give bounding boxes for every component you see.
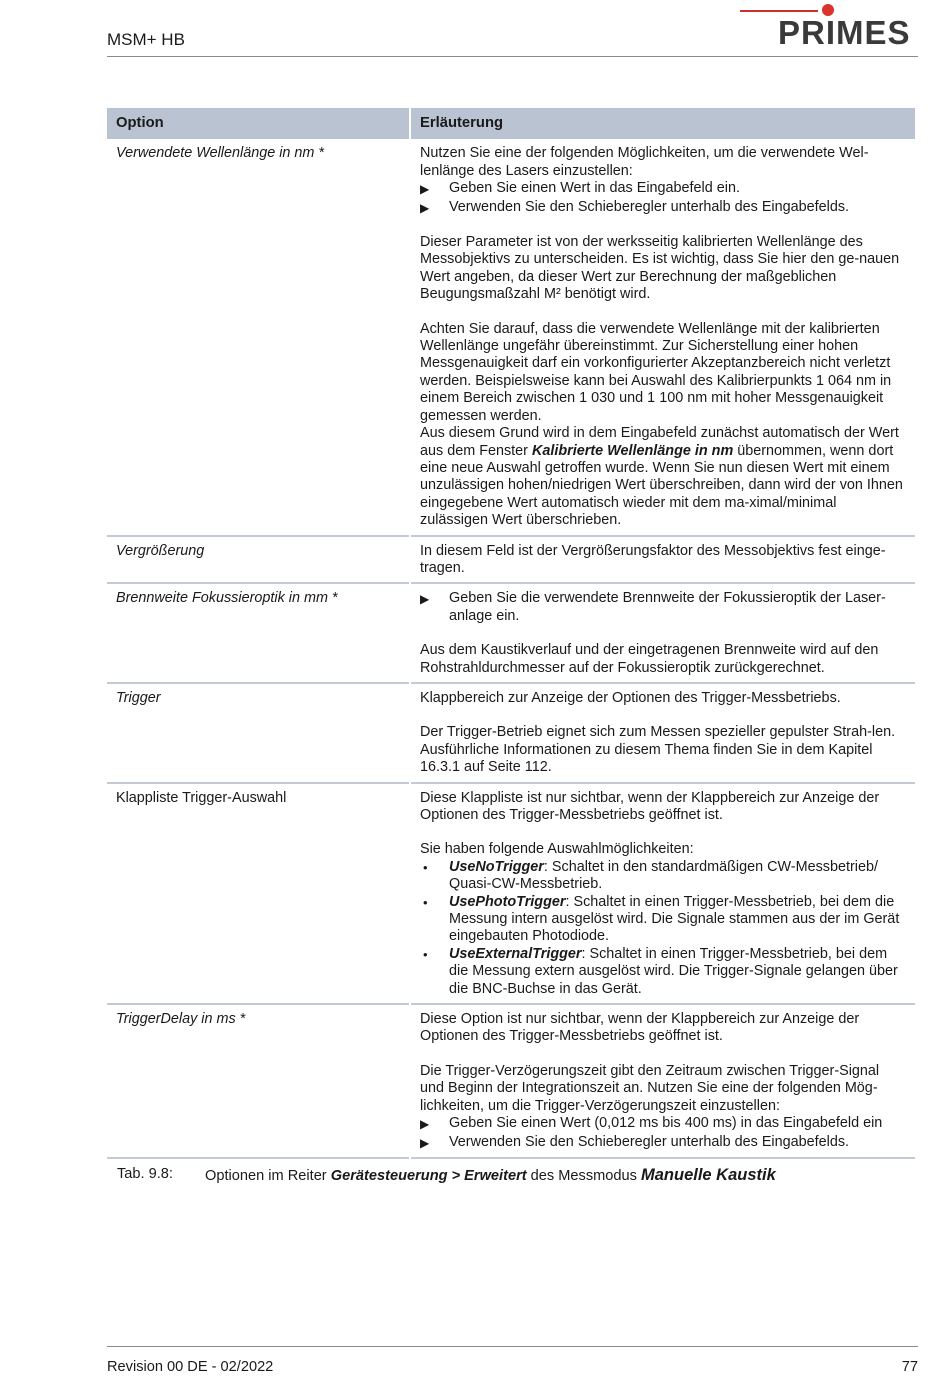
list-item-text: : Schaltet in einen Trigger-Messbetrieb, bei dem die Messung extern ausgelöst wird. Die Trigger-Signale gelangen über die BNC-Buchse in das Gerät.: [449, 945, 898, 997]
list-item-text: : Schaltet in einen Trigger-Messbetrieb, bei dem die Messung intern ausgelöst wird. Die Signale stammen aus der im Gerät eingebauten Photodiode.: [449, 893, 900, 945]
paragraph: Der Trigger-Betrieb eignet sich zum Messen spezieller gepulster Strah-len. Ausführliche Informationen zu diesem Thema finden Sie in dem Kapitel 16.3.1 auf Seite 112.: [420, 724, 896, 776]
paragraph: Klappbereich zur Anzeige der Optionen des Trigger-Messbetriebs.: [420, 689, 841, 706]
step-item: [420, 1115, 906, 1133]
caption-label: Tab. 9.8:: [117, 1166, 173, 1182]
paragraph: Sie haben folgende Auswahlmöglichkeiten:: [420, 841, 694, 858]
arrow-icon: ▶: [420, 1117, 430, 1132]
primes-logo: [740, 2, 918, 52]
step-text: Geben Sie die verwendete Brennweite der Fokussieroptik der Laser-anlage ein.: [449, 590, 886, 624]
paragraph: Aus dem Kaustikverlauf und der eingetragenen Brennweite wird auf den Rohstrahldurchmesser auf der Fokussieroptik zurückgerechnet.: [420, 642, 879, 676]
table-row-trigger-delay: [107, 1007, 915, 1159]
option-name: TriggerDelay in ms *: [107, 1007, 409, 1159]
list-item-text: : Schaltet in den standardmäßigen CW-Messbetrieb/ Quasi-CW-Messbetrieb.: [449, 858, 878, 893]
step-text: Verwenden Sie den Schieberegler unterhalb des Eingabefelds.: [449, 1133, 850, 1150]
paragraph: Die Trigger-Verzögerungszeit gibt den Zeitraum zwischen Trigger-Signal und Beginn der Integrationszeit an. Nutzen Sie eine der folgenden Mög-lichkeiten, um die Trigger-Verzögerungszeit einzustellen:: [420, 1062, 880, 1114]
bullet-icon: •: [423, 894, 428, 910]
list-item: [420, 894, 906, 946]
table-header-row: [107, 108, 915, 139]
option-name: Klappliste Trigger-Auswahl: [107, 786, 409, 1005]
caption-mode-name: Manuelle Kaustik: [640, 1166, 776, 1184]
step-item: [420, 1134, 906, 1152]
header-divider: [107, 56, 918, 57]
table-row-wavelength: [107, 141, 915, 536]
option-explanation: [411, 141, 915, 536]
text-run: Aus diesem Grund wird in dem Eingabefeld zunächst automatisch der Wert aus dem Fenster: [420, 425, 899, 459]
option-name: Trigger: [107, 686, 409, 784]
option-name: Verwendete Wellenlänge in nm *: [107, 141, 409, 536]
step-text: Geben Sie einen Wert (0,012 ms bis 400 ms) in das Eingabefeld ein: [449, 1115, 883, 1132]
document-title: MSM+ HB: [107, 30, 185, 49]
revision-label: Revision 00 DE - 02/2022: [107, 1359, 274, 1375]
trigger-mode-name: UseNoTrigger: [449, 858, 544, 875]
paragraph: In diesem Feld ist der Vergrößerungsfaktor des Messobjektivs fest einge-tragen.: [420, 542, 886, 576]
arrow-icon: ▶: [420, 182, 430, 197]
arrow-icon: ▶: [420, 592, 430, 607]
option-name: Vergrößerung: [107, 539, 409, 585]
option-explanation: [411, 1007, 915, 1159]
step-text: Geben Sie einen Wert in das Eingabefeld ein.: [449, 180, 740, 197]
window-reference: Kalibrierte Wellenlänge in nm: [531, 442, 734, 459]
text-run: übernommen, wenn dort eine neue Auswahl getroffen wurde. Wenn Sie nun diesen Wert mit einem unzulässigen hohen/niedrigen Wert überschreiben, dann wird der von Ihnen eingegebene Wert automatisch wieder mit dem ma-ximal/minimal zulässigen Wert überschrieben.: [420, 442, 903, 529]
paragraph: [420, 425, 906, 529]
footer-divider: [107, 1346, 918, 1347]
table-row-focal-length: [107, 586, 915, 684]
paragraph: Diese Klappliste ist nur sichtbar, wenn der Klappbereich zur Anzeige der Optionen des Trigger-Messbetriebs geöffnet ist.: [420, 789, 880, 823]
paragraph: Achten Sie darauf, dass die verwendete Wellenlänge mit der kalibrierten Wellenlänge ungefähr übereinstimmt. Zur Sicherstellung einer hohen Messgenauigkeit darf ein vorkonfigurierter Akzeptanzbereich nicht verletzt werden. Beispielsweise kann bei Auswahl des Kalibrierpunkts 1 064 nm in einem Bereich zwischen 1 030 und 1 100 nm mit hoher Messgenauigkeit gemessen werden.: [420, 320, 892, 424]
option-explanation: [411, 786, 915, 1005]
step-item: [420, 590, 906, 625]
table-row-trigger: [107, 686, 915, 784]
column-header-explanation: Erläuterung: [411, 108, 915, 139]
logo-red-line: [740, 10, 818, 12]
option-name: Brennweite Fokussieroptik in mm *: [107, 586, 409, 684]
step-text: Verwenden Sie den Schieberegler unterhalb des Eingabefelds.: [449, 198, 850, 215]
list-item: [420, 859, 906, 894]
option-explanation: [411, 686, 915, 784]
bullet-icon: •: [423, 859, 428, 875]
column-header-option: Option: [107, 108, 409, 139]
table-caption: [117, 1166, 776, 1185]
arrow-icon: ▶: [420, 1135, 430, 1150]
page-number: 77: [901, 1359, 918, 1375]
caption-text: Optionen im Reiter: [205, 1168, 331, 1184]
trigger-mode-name: UseExternalTrigger: [449, 945, 582, 962]
paragraph: Diese Option ist nur sichtbar, wenn der Klappbereich zur Anzeige der Optionen des Trigger-Messbetriebs geöffnet ist.: [420, 1011, 860, 1045]
step-item: [420, 180, 906, 198]
trigger-mode-name: UsePhotoTrigger: [449, 893, 566, 910]
bullet-icon: •: [423, 946, 428, 962]
paragraph: Nutzen Sie eine der folgenden Möglichkeiten, um die verwendete Wel-lenlänge des Lasers einzustellen:: [420, 145, 869, 179]
options-table: [105, 106, 917, 1161]
caption-text: des Messmodus: [526, 1168, 641, 1184]
option-explanation: [411, 539, 915, 585]
caption-tab-path: Gerätesteuerung > Erweitert: [330, 1168, 527, 1184]
list-item: [420, 946, 906, 998]
table-row-magnification: [107, 539, 915, 585]
paragraph: Dieser Parameter ist von der werksseitig kalibrierten Wellenlänge des Messobjektivs zu unterscheiden. Es ist wichtig, dass Sie hier den ge-nauen Wert angeben, da dieser Wert zur Berechnung der maßgeblichen Beugungsmaßzahl M² benötigt wird.: [420, 234, 900, 303]
arrow-icon: ▶: [420, 200, 430, 215]
option-explanation: [411, 586, 915, 684]
step-item: [420, 199, 906, 217]
logo-text: PRIMES: [778, 14, 911, 51]
table-row-trigger-select: [107, 786, 915, 1005]
